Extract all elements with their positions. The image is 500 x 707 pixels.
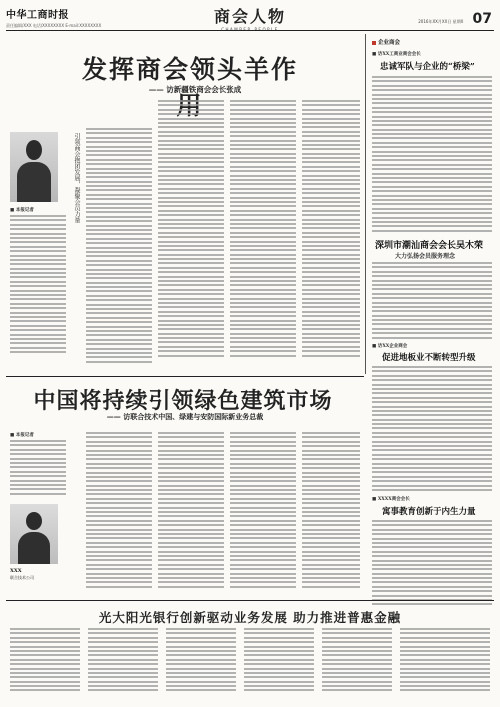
sidebar-story3-text: [372, 366, 492, 493]
photo-caption-name: XXX: [10, 568, 22, 574]
section-marker-icon: [372, 41, 376, 45]
section-title: 商会人物: [213, 7, 286, 26]
sidebar-story3-kicker: ■ 访XX企业商会: [372, 344, 408, 349]
sidebar-story1-headline: 忠诚军队与企业的“桥梁”: [380, 62, 475, 72]
bottom-col-1-text: [10, 628, 80, 694]
second-byline: ■ 本报记者: [10, 433, 34, 438]
second-col-3-text: [158, 432, 224, 590]
sidebar-section-title: 企业商会: [372, 38, 400, 46]
second-col-5-text: [302, 432, 360, 590]
header-rule: [6, 30, 494, 31]
paper-meta: 责任编辑/XXX 电话/XXXXXXXX E-mail:XXXXXXXX: [6, 23, 102, 28]
sidebar-story2-text: [372, 262, 492, 341]
sidebar-story4-kicker: ■ XXXX商会会长: [372, 497, 410, 502]
photo-caption-text: 联合技术公司: [10, 575, 34, 580]
portrait-photo: [10, 132, 58, 202]
section-rule: [6, 376, 364, 377]
sidebar-story3-headline: 促进地板业不断转型升级: [382, 353, 476, 363]
page-number: 07: [472, 11, 492, 27]
lead-subhead: —— 访新疆铁商会会长张成: [148, 85, 242, 94]
page-info: [418, 8, 492, 27]
bottom-col-6-text: [400, 628, 490, 694]
lead-col-4-text: [230, 100, 296, 359]
paper-header: [6, 6, 101, 29]
lead-col-5-text: [302, 100, 360, 359]
bottom-col-2-text: [88, 628, 158, 694]
section-masthead: [190, 4, 310, 32]
bottom-headline: 光大阳光银行创新驱动业务发展 助力推进普惠金融: [98, 610, 402, 625]
paper-name: 中华工商时报: [6, 10, 69, 21]
bottom-col-3-text: [166, 628, 236, 694]
sidebar-story2-headline: 深圳市潮汕商会会长吴木荣: [375, 241, 484, 251]
bottom-rule: [6, 600, 494, 601]
second-headline: 中国将持续引领绿色建筑市场: [33, 388, 333, 414]
column-divider: [365, 34, 366, 374]
portrait-photo-2: [10, 504, 58, 564]
sidebar-story1-kicker: ■ 访XX工商业商会会长: [372, 52, 421, 57]
lead-byline: ■ 本报记者: [10, 208, 34, 213]
lead-col-1-text: [10, 215, 66, 356]
second-col-4-text: [230, 432, 296, 590]
bottom-col-4-text: [244, 628, 314, 694]
lead-col-3-text: [158, 100, 224, 359]
pull-quote: 引领商会抱团发展，凝聚会员力量: [73, 133, 80, 223]
lead-col-2-text: [86, 128, 152, 365]
sidebar-story4-headline: 寓事教育创新于内生力量: [382, 507, 476, 517]
second-subhead: —— 访联合技术中国、绿建与安防国际新业务总裁: [106, 412, 264, 421]
issue-date: 2016年XX月XX日 星期X: [418, 19, 464, 24]
sidebar-story1-text: [372, 76, 492, 234]
sidebar-story2-subhead: 大力弘扬会员服务理念: [395, 253, 456, 260]
bottom-col-5-text: [322, 628, 392, 694]
second-col-2-text: [86, 432, 152, 590]
sidebar-story4-text: [372, 520, 492, 608]
second-col-1-text: [10, 440, 66, 497]
lead-headline: 发挥商会领头羊作: [81, 55, 298, 84]
